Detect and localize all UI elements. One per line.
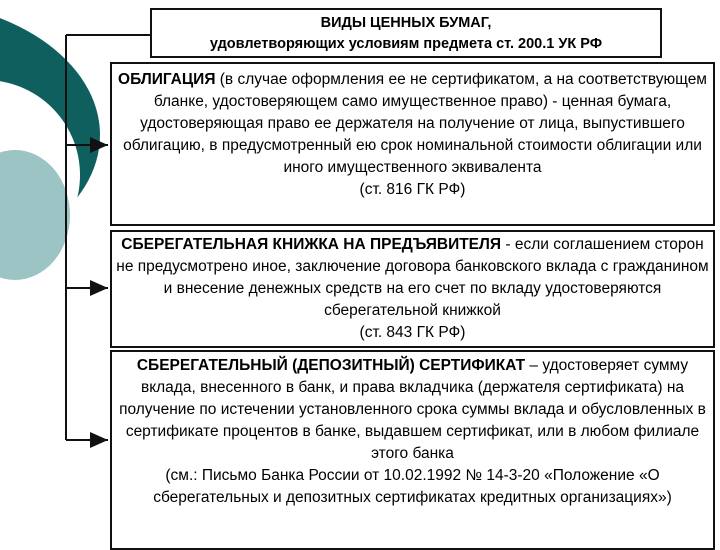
title-line-2: удовлетворяющих условиям предмета ст. 200.1 УК РФ [209,36,603,52]
item-box-bond [110,62,715,226]
item-ref: (ст. 816 ГК РФ) [359,181,466,198]
item-box-certificate [110,350,715,550]
item-ref: (ст. 843 ГК РФ) [359,324,466,341]
item-text: (в случае оформления ее не сертификатом, а на соответствующем бланке, удостоверяющем само имущественное право) - ценная бумага, удостоверяющая право ее держателя на получение от лица, выпустившего облигацию, в предусмотренный ею срок номинальной стоимости облигации или иного имущественного эквивалента [123,71,707,176]
item-term: СБЕРЕГАТЕЛЬНАЯ КНИЖКА НА ПРЕДЪЯВИТЕЛЯ [121,236,502,253]
title-line-1: ВИДЫ ЦЕННЫХ БУМАГ, [320,15,492,31]
item-ref: (см.: Письмо Банка России от 10.02.1992 № 14-3-20 «Положение «О сберегательных и депозитных сертификатах кредитных организациях») [153,467,672,506]
item-text: - если соглашением сторон не предусмотрено иное, заключение договора банковского вклада с гражданином и внесение денежных средств на его счет по вкладу удостоверяются сберегательной книжкой [116,236,709,319]
title-box [150,8,662,58]
item-text: – удостоверяет сумму вклада, внесенного в банк, и права вкладчика (держателя сертификата) на получение по истечении установленного срока суммы вклада и обусловленных в сертификате процентов в банке, выдавшем сертификат, или в любом филиале этого банка [119,357,706,462]
item-term: ОБЛИГАЦИЯ [118,71,216,88]
item-box-savings-book [110,230,715,348]
slide-number: 42 [2,100,31,130]
item-term: СБЕРЕГАТЕЛЬНЫЙ (ДЕПОЗИТНЫЙ) СЕРТИФИКАТ [136,357,526,374]
